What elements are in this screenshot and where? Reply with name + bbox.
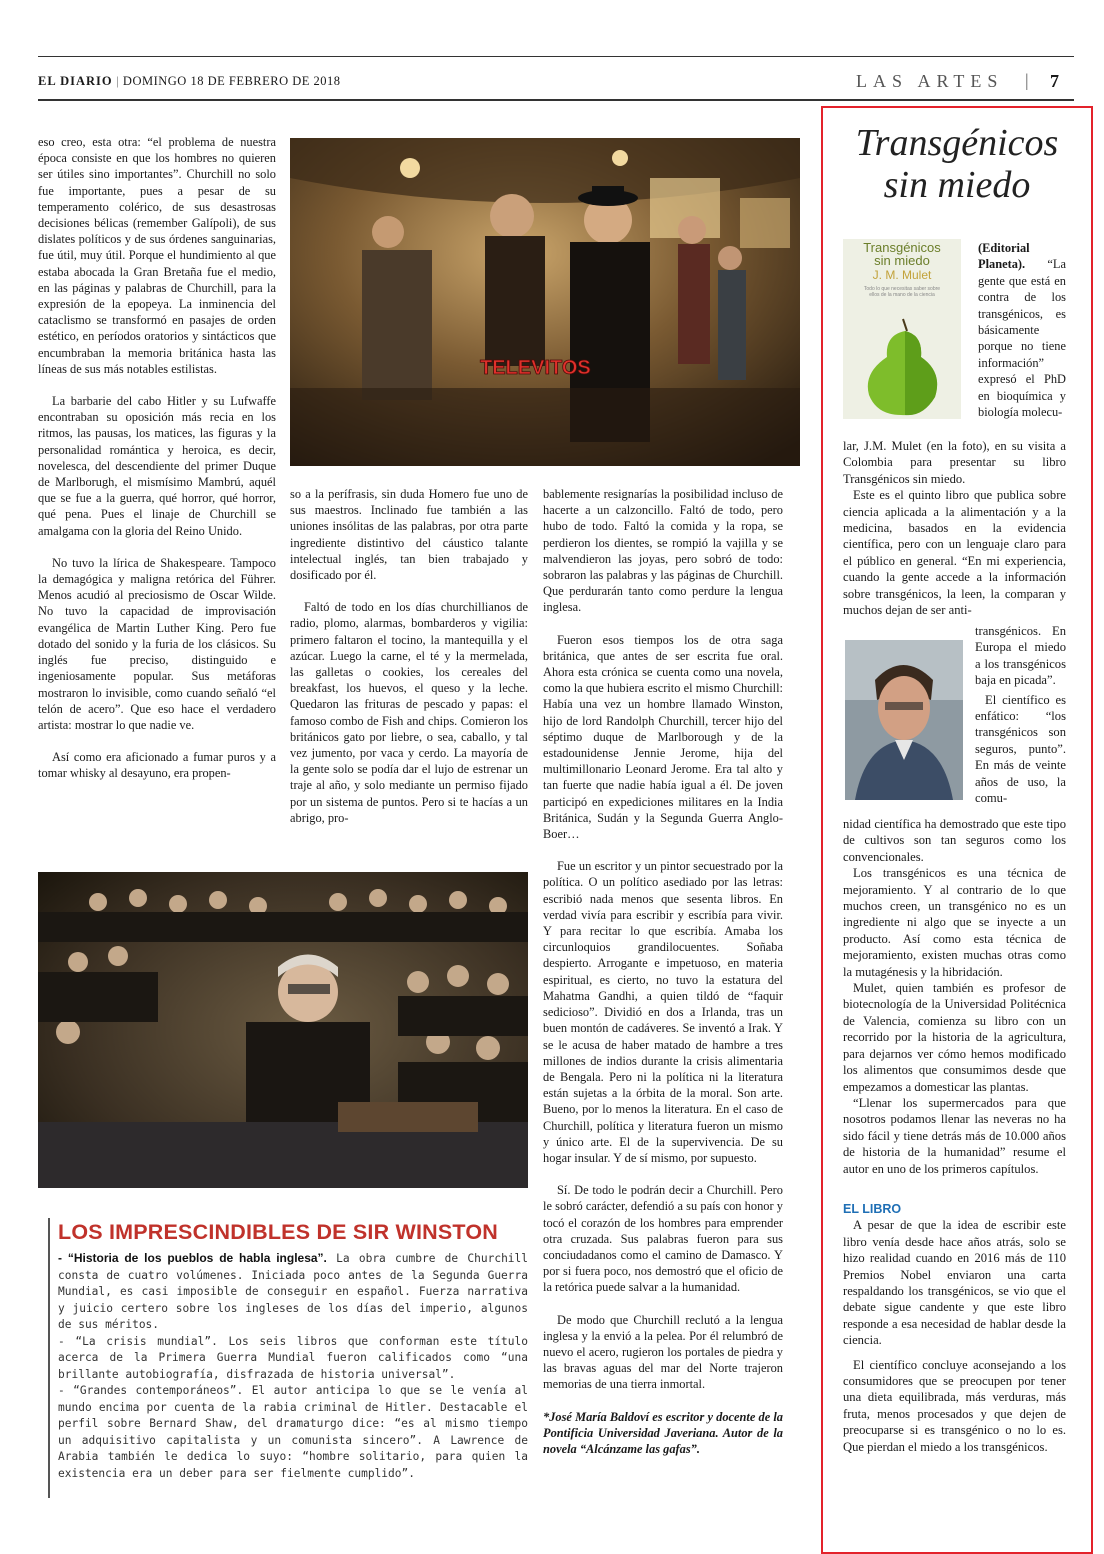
paragraph: lar, J.M. Mulet (en la foto), en su visita a Colombia para presentar su libro Transgénicos sin miedo. xyxy=(843,439,1066,486)
parliament-photo xyxy=(38,872,528,1188)
paragraph: A pesar de que la idea de escribir este libro venía desde hace años atrás, solo se hizo realidad cuando en 2016 más de 110 Premios Nobel enviaron una carta respaldando los transgénicos, se vio que el debate sigue candente y que este libro responde a esa necesidad de hablar desde la ciencia. xyxy=(843,1218,1066,1348)
paragraph: De modo que Churchill reclutó a la lengua inglesa y la envió a la pelea. Por él relumbró de nuevo el acero, rugieron los portales de piedra y las bravas aguas del mar del Norte trajeron memorias de una tierra inmortal. xyxy=(543,1312,783,1392)
book-cover-author: J. M. Mulet xyxy=(872,268,932,282)
book-cover-subtitle: Todo lo que necesitas saber sobre ellos de la mano de la ciencia xyxy=(863,286,941,298)
paragraph: El científico es enfático: “los transgénicos son seguros, punto”. En más de veinte años de uso, la comu- xyxy=(975,692,1066,806)
el-libro-heading: EL LIBRO xyxy=(843,1201,902,1216)
book-cover-title: sin miedo xyxy=(874,253,930,268)
paragraph: Faltó de todo en los días churchillianos de radio, plomo, alarmas, bombarderos y vigilia: primero faltaron el tocino, la mantequilla y el azúcar. Luego la carne, el té y la mermelada, las galletas o cookies, los cereales del breakfast, los huevos, el queso y la leche. Quedaron las frituras de pescado y papas: el famoso combo de Fish and chips. Comieron los británicos gato por liebre, o sea, caballo, y tal vez jumento, por vaca y cerdo. La mayoría de la gente solo se podía dar el lujo de estrenar un traje al año, y solo mediante un permiso fijado por un sistema de puntos. Pero si te hacías a un abrigo, pro- xyxy=(290,600,528,825)
section-name: LAS ARTES xyxy=(856,71,1004,91)
paragraph: eso creo, esta otra: “el problema de nuestra época consiste en que los hombres no quieren ser útiles sino importantes”. Churchill no solo fue importante, pues a pesar de su temperamento colérico, de sus desastrosas decisiones bélicas (remember Galípoli), de sus dislates políticos y de sus órdenes sanguinarias, fue útil, muy útil. Porque el hundimiento al que estaba abocada la Gran Bretaña fue el medio, en las páginas y palabras de Churchill, para la expresión de la epopeya. La inminencia del cataclismo se transformó en pasajes de orden estético, en períodos oratorios y sintácticos que encumbraban la memoria británica hasta las líneas de sus más notables estilistas. xyxy=(38,135,276,376)
intro-text: “La gente que está en contra de los transgénicos, es básicamente porque no tiene información” expresó el PhD en bioquímica y biología molecu- xyxy=(978,257,1066,420)
sidebar-title-line: Transgénicos xyxy=(855,122,1059,164)
paragraph: “Llenar los supermercados para que nosotros podamos llenar las neveras no ha sido fácil y tiene detrás más de 10.000 años de historia de la humanidad” resume el autor en uno de los primeros capítulos. xyxy=(843,1095,1066,1176)
paragraph: transgénicos. En Europa el miedo a los transgénicos baja en picada”. xyxy=(975,624,1066,688)
paragraph: La barbarie del cabo Hitler y su Lufwaffe encontraban su oposición más recia en los ritmos, las pausas, los matices, las figuras y la personalidad romántica y heroica, es decir, novelesca, del descendiente del primer Duque de Marlborugh, el mismísimo Mambrú, aquél que se fue a la guerra, qué horror, qué horror, qué pena. Pues el linaje de Churchill se amalgama con la gloria del Reino Unido. xyxy=(38,394,276,538)
winston-box-rule xyxy=(48,1218,50,1498)
paragraph: Mulet, quien también es profesor de biotecnología de la Universidad Politécnica de Valencia, comienza su libro con un recorrido por la historia de la agricultura, para dejarnos ver cómo hemos modificado los alimentos que consumimos desde que empezamos a domesticar las plantas. xyxy=(843,981,1066,1094)
sidebar-body-1 xyxy=(843,438,1066,618)
publisher: (Editorial Planeta). xyxy=(978,241,1030,272)
list-item-text: La obra cumbre de Churchill consta de cuatro volúmenes. Iniciada poco antes de la Segunda Guerra Mundial, es casi imposible de conseguir en español. Fuerza narrativa y juicio certero sobre los ingleses de los días del imperio, algunos de sus méritos. xyxy=(58,1252,529,1331)
paragraph: No tuvo la lírica de Shakespeare. Tampoco la demagógica y maligna retórica del Führer. Menos acudió al preciosismo de Oscar Wilde. No tuvo la capacidad de improvisación evangélica de Martin Luther King. Pero fue dotado del sonido y la furia de los clásicos. Su inglés fue preciso, distinguido e ingeniosamente popular. Sus metáforas mostraron lo invisible, como cuando señaló “el telón de acero”. Que eso hace el verdadero artista: mostrar lo que nadie ve. xyxy=(38,555,276,732)
book-cover-title: Transgénicos xyxy=(863,240,941,255)
header-rule xyxy=(38,99,1074,101)
sidebar-narrow-2 xyxy=(975,623,1066,806)
page-number: 7 xyxy=(1050,71,1059,91)
paragraph: so a la perífrasis, sin duda Homero fue uno de sus maestros. Inclinado fue también a las uniones insólitas de las palabras, por otra parte ingrediente distintivo del cáustico talante intelectual inglés, tan bien trabajado y dosificado por él. xyxy=(290,487,528,583)
winston-box xyxy=(58,1220,528,1482)
paragraph: bablemente resignarías la posibilidad incluso de hacerte a un calzoncillo. Faltó de todo, pero hubo de todo. Faltó la comida y la ropa, se perdieron los dientes, se rompió la vajilla y se malvendieron las joyas, pero sobró de todo: sobraron las palabras y las páginas de Churchill. Que perdurarán tanto como perdure la lengua inglesa. xyxy=(543,487,783,615)
article-column-2 xyxy=(290,486,528,826)
paragraph: Este es el quinto libro que publica sobre ciencia aplicada a la alimentación y a la medicina, basados en la evidencia científica, pero con un lenguaje claro para el público en general. “En mi experiencia, cuando la gente accede a la información sobre transgénicos, la leen, la comparan y muchos dejan de ser anti- xyxy=(843,488,1066,618)
winston-box-body xyxy=(58,1250,528,1482)
article-column-1 xyxy=(38,134,276,782)
book-cover xyxy=(843,239,961,419)
sidebar-intro-narrow xyxy=(978,240,1066,420)
winston-box-title: LOS IMPRESCINDIBLES DE SIR WINSTON xyxy=(58,1220,499,1244)
header-divider: | xyxy=(1025,70,1029,90)
author-photo xyxy=(845,640,963,800)
paragraph: El científico concluye aconsejando a los consumidores que se preocupen por tener una dieta equilibrada, más verduras, más fruta, menos procesados y que dejen de preocuparse si es transgénico o no lo es. Que pierdan el miedo a los transgénicos. xyxy=(843,1357,1066,1454)
top-rule xyxy=(38,56,1074,57)
author-note: *José María Baldoví es escritor y docente de la Pontificia Universidad Javeriana. Autor de la novela “Alcánzame las gafas”. xyxy=(543,1409,783,1456)
list-item: - “La crisis mundial”. Los seis libros que conforman este título acerca de la Primera Guerra Mundial fueron calificados como “una brillante autobiografía, disfrazada de historia universal”. xyxy=(58,1334,528,1381)
list-item: - “Grandes contemporáneos”. El autor anticipa lo que se le venía al mundo encima por cuenta de la rabia criminal de Hitler. Destacable el perfil sobre Bernard Shaw, del dramaturgo dice: “es al mismo tiempo un adquisitivo capitalista y un comunista sincero”. A Lawrence de Arabia también le dedica lo suyo: “hombre solitario, para quien la existencia era un deber para ser fielmente cumplido”. xyxy=(58,1384,528,1480)
paragraph: Así como era aficionado a fumar puros y a tomar whisky al desayuno, era propen- xyxy=(38,750,276,781)
list-item-title: - “Historia de los pueblos de habla inglesa”. xyxy=(58,1251,327,1265)
sidebar-body-2 xyxy=(843,816,1066,1455)
paragraph: Fueron esos tiempos los de otra saga británica, que antes de ser escrita fue oral. Ahora esta crónica se cuenta como una novela, como la que hubiera escrito el mismo Churchill: Había una vez un hombre llamado Winston, hijo de lord Randolph Churchill, tercer hijo del séptimo duque de Marlborough y de la estadounidense Jennie Jerome, hija del multimillonario Leonard Jerome. Era tal alto y tan fuerte que nadie había igual a él. De joven participó en expediciones militares en la India Británica, Sudán y la Segunda Guerra Anglo-Boer… xyxy=(543,632,783,842)
sidebar-title xyxy=(832,122,1082,206)
header-left: EL DIARIO | DOMINGO 18 DE FEBRERO DE 2018 xyxy=(38,74,341,88)
paragraph: Sí. De todo le podrán decir a Churchill. Pero le sobró carácter, defendió a su país con honor y tocó el corazón de los hombres para emprender otra cruzada. Sus palabras fueron para sus conciudadanos como el camino de Damasco. Y por si fuera poco, nos demostró que el oficio de la retórica puede salvar a la humanidad. xyxy=(543,1183,783,1295)
pear-icon xyxy=(843,317,961,417)
article-column-3 xyxy=(543,486,783,1457)
paragraph: Los transgénicos es una técnica de mejoramiento. Y al contrario de lo que muchos creen, un transgénico no es un ingrediente ni algo que se inyecte a un producto. Así como esta técnica de mejoramiento, existen muchas otras como la mutagénesis y la hibridación. xyxy=(843,866,1066,979)
sidebar-title-line: sin miedo xyxy=(883,164,1031,206)
train-photo xyxy=(290,138,800,466)
paragraph: nidad científica ha demostrado que este tipo de cultivos son tan seguros como los convencionales. xyxy=(843,817,1066,864)
issue-date: DOMINGO 18 DE FEBRERO DE 2018 xyxy=(122,74,341,88)
paragraph: Fue un escritor y un pintor secuestrado por la política. O un político asediado por las letras: escribió nada menos que sesenta libros. En verdad vivía para escribir y escribía para vivir. Y para recitar lo que escribía. Amaba los circunloquios grandilocuentes. Soñaba despierto. Arrogante e impetuoso, en materia espiritual, es cierto, no tuvo la estatura del Mahatma Gandhi, a quien tildó de “faquir sedicioso”. Dividió en dos a Irlanda, tras un buen montón de cadáveres. Se inventó a Irak. Y se le acusa de haber matado de hambre a tres millones de indios durante la crisis alimentaria de Bengala. Pero ni la política ni la literatura están sujetas a la órbita de la moral. Son arte. Bueno, por lo menos la literatura. En el caso de Churchill, política y literatura fueron un mismo y único arte. El de la supervivencia. De su hogar insular. Y de sí mismo, por supuesto. xyxy=(543,859,783,1165)
photo-watermark: TELEVITOS xyxy=(480,357,591,379)
paper-name: EL DIARIO xyxy=(38,74,113,88)
list-item xyxy=(58,1250,528,1334)
